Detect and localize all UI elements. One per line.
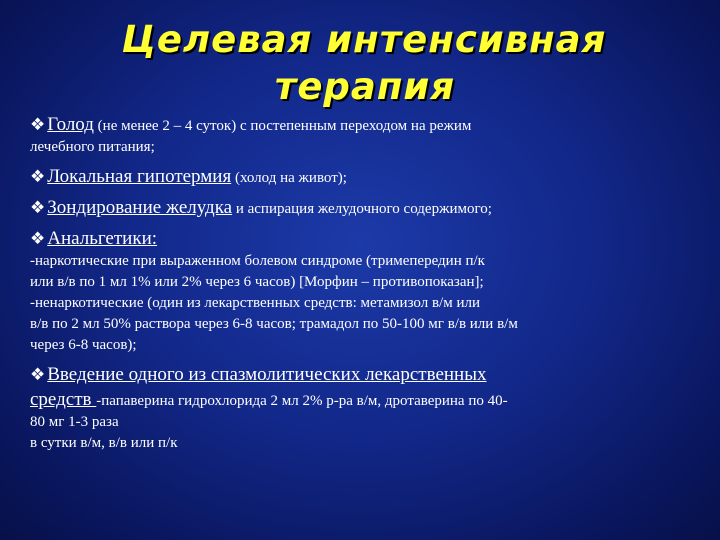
diamond-bullet-icon: ❖ <box>30 229 46 248</box>
title-line-1: Целевая интенсивная <box>121 18 607 61</box>
spasmolytics-text-cont: в сутки в/м, в/в или п/к <box>30 435 178 451</box>
golod-text-cont: лечебного питания; <box>30 139 155 155</box>
analgesics-line: -наркотические при выраженном болевом синдроме (тримепередин п/к <box>30 253 485 269</box>
bullet-spasmolytics <box>30 362 690 387</box>
slide-title <box>0 16 720 110</box>
slide-content <box>30 112 690 454</box>
probing-heading: Зондирование желудка <box>47 197 233 218</box>
hypothermia-heading: Локальная гипотермия <box>47 166 232 187</box>
bullet-analgesics <box>30 226 690 251</box>
bullet-golod <box>30 112 690 137</box>
spasmolytics-heading-cont: средств <box>30 389 97 410</box>
probing-text: и аспирация желудочного содержимого; <box>232 201 492 217</box>
analgesics-heading: Анальгетики: <box>47 228 158 249</box>
diamond-bullet-icon: ❖ <box>30 167 46 186</box>
golod-text: (не менее 2 – 4 суток) с постепенным переходом на режим <box>93 118 472 134</box>
analgesics-line: или в/в по 1 мл 1% или 2% через 6 часов) [Морфин – противопоказан]; <box>30 274 484 290</box>
spasmolytics-cont <box>30 387 690 412</box>
bullet-probing <box>30 195 690 220</box>
title-line-2: терапия <box>274 65 456 108</box>
golod-heading: Голод <box>47 114 94 135</box>
diamond-bullet-icon: ❖ <box>30 198 46 217</box>
diamond-bullet-icon: ❖ <box>30 365 46 384</box>
bullet-hypothermia <box>30 164 690 189</box>
analgesics-line: через 6-8 часов); <box>30 337 137 353</box>
spasmolytics-text-cont: 80 мг 1-3 раза <box>30 414 119 430</box>
analgesics-line: -ненаркотические (один из лекарственных средств: метамизол в/м или <box>30 295 480 311</box>
spasmolytics-heading: Введение одного из спазмолитических лекарственных <box>47 364 487 385</box>
analgesics-line: в/в по 2 мл 50% раствора через 6-8 часов; трамадол по 50-100 мг в/в или в/м <box>30 316 518 332</box>
hypothermia-text: (холод на живот); <box>231 170 347 186</box>
spasmolytics-text: -папаверина гидрохлорида 2 мл 2% р-ра в/м, дротаверина по 40- <box>96 393 508 409</box>
diamond-bullet-icon: ❖ <box>30 115 46 134</box>
